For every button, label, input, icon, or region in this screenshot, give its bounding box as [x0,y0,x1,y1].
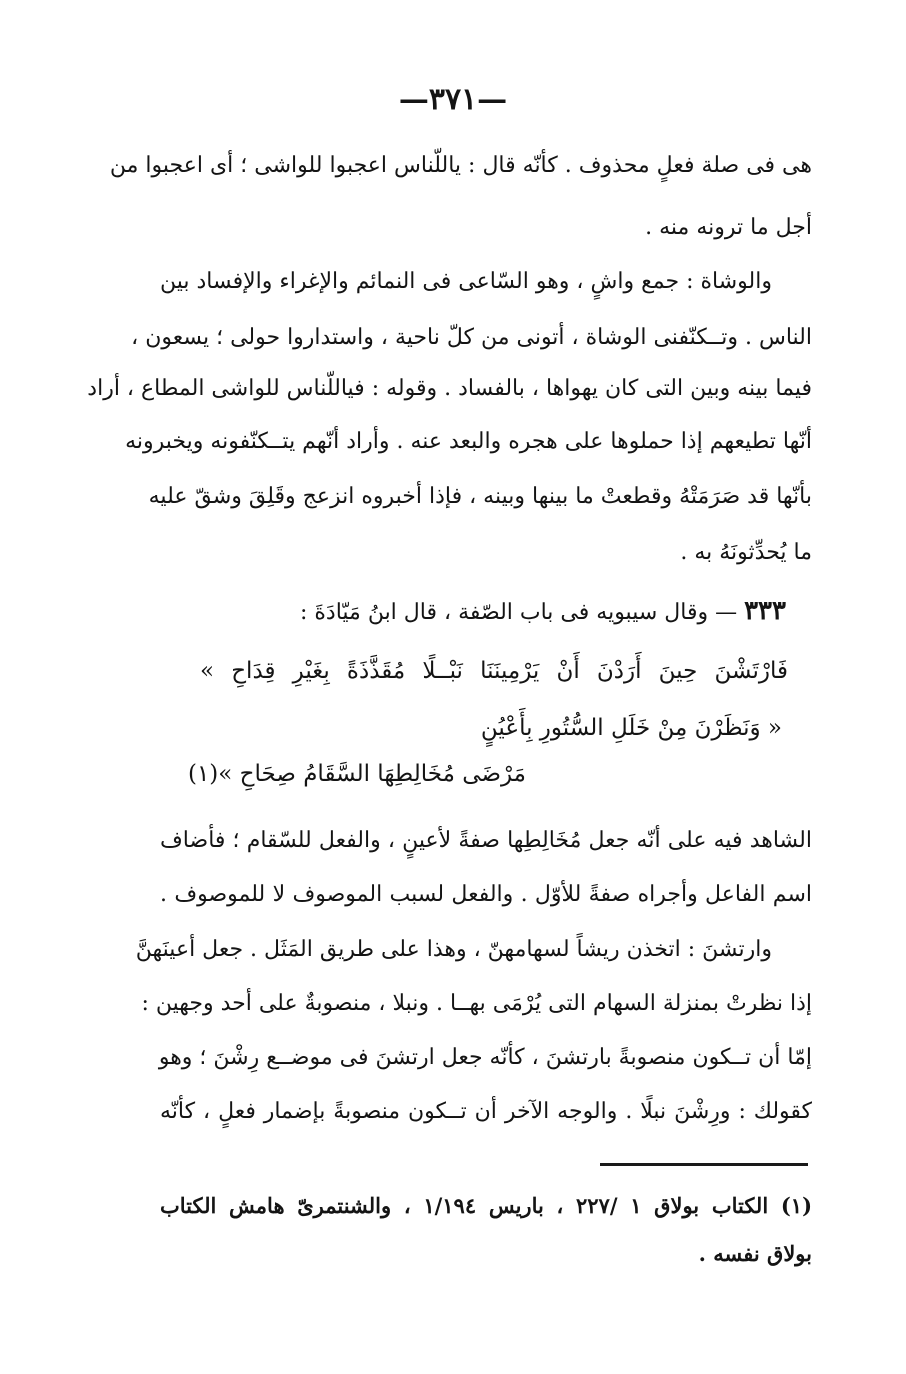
text-line: أجل ما ترونه منه . [645,215,812,240]
text-line: إذا نظرتْ بمنزلة السهام التى يُرْمَى بهــا . ونبلا ، منصوبةٌ على أحد وجهين : [141,991,812,1016]
footnote-divider [600,1163,808,1166]
footnote-line: بولاق نفسه . [698,1241,812,1266]
text-line: الشاهد فيه على أنّه جعل مُخَالِطِها صفةً لأعينٍ ، والفعل للسّقام ؛ فأضاف [160,828,812,853]
text-line: إمّا أن تــكون منصوبةً بارتشنَ ، كأنّه جعل ارتشنَ فى موضــع رِشْنَ ؛ وهو [158,1045,812,1070]
section-intro: — وقال سيبويه فى باب الصّفة ، قال ابنُ مَيّادَةَ : [299,600,738,625]
text-line: ما يُحدِّثونَهُ به . [680,540,812,565]
text-line: فيما بينه وبين التى كان يهواها ، بالفساد . وقوله : فياللّناس للواشى المطاع ، أراد [87,376,812,401]
text-line: وارتشنَ : اتخذن ريشاً لسهامهنّ ، وهذا على طريق المَثَل . جعل أعينَهنَّ [135,937,772,962]
text-line: بأنّها قد صَرَمَتْهُ وقطعتْ ما بينها وبينه ، فإذا أخبروه انزعج وقَلِقَ وشقّ عليه [148,484,812,509]
section-heading [300,595,786,629]
section-number: ٣٣٣ [744,596,786,626]
page-number: —٣٧١— [398,82,508,117]
verse-line [200,655,788,689]
verse-hemistich: نَبْــلًا مُقَذَّذَةً بِغَيْرِ قِدَاحِ » [200,658,463,684]
text-line: اسم الفاعل وأجراه صفةً للأوّل . والفعل لسبب الموصوف لا للموصوف . [160,882,812,907]
footnote-line: (١) الكتاب بولاق ١ /٢٢٧ ، باريس ١/١٩٤ ، والشنتمرىّ هامش الكتاب [160,1193,813,1218]
verse-hemistich: فَارْتَشْنَ حِينَ أَرَدْنَ أَنْ يَرْمِينَنَا [480,658,788,684]
verse-hemistich: « وَنَظَرْنَ مِنْ خَلَلِ السُّتُورِ بِأَعْيُنٍ [480,715,782,741]
text-line: كقولك : ورِشْنَ نبلًا . والوجه الآخر أن تــكون منصوبةً بإضمار فعلٍ ، كأنّه [160,1099,812,1124]
text-line: أنّها تطيعهم إذا حملوها على هجره والبعد عنه . وأراد أنّهم يتــكنّفونه ويخبرونه [125,429,812,454]
text-line: الناس . وتــكنّفنى الوشاة ، أتونى من كلّ ناحية ، واستداروا حولى ؛ يسعون ، [131,325,812,350]
text-line: هى فى صلة فعلٍ محذوف . كأنّه قال : ياللّناس اعجبوا للواشى ؛ أى اعجبوا من [109,153,812,178]
text-line: والوشاة : جمع واشٍ ، وهو السّاعى فى النمائم والإغراء والإفساد بين [159,269,772,294]
verse-hemistich: مَرْضَى مُخَالِطِهَا السَّقَامُ صِحَاحِ »(١) [187,761,526,787]
